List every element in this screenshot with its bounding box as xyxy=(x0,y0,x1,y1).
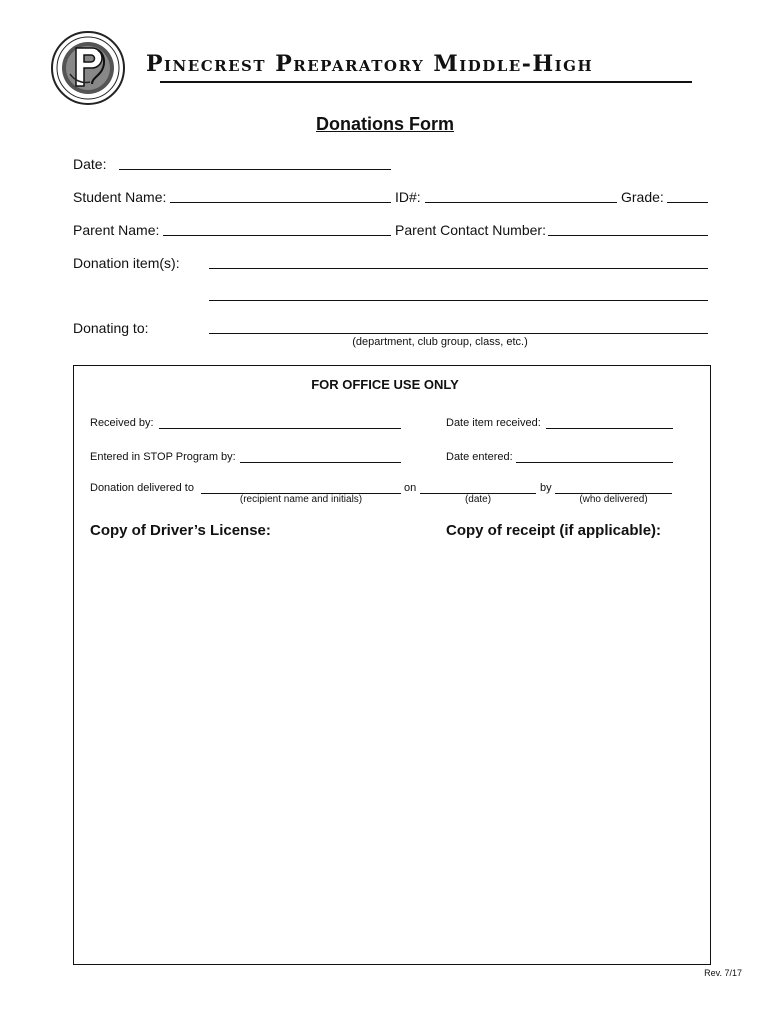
received-by-label: Received by: xyxy=(90,417,154,429)
revision-note: Rev. 7/17 xyxy=(704,968,742,978)
parent-contact-label: Parent Contact Number: xyxy=(395,222,546,238)
grade-label: Grade: xyxy=(621,189,664,205)
who-hint: (who delivered) xyxy=(579,494,648,505)
recipient-hint: (recipient name and initials) xyxy=(239,494,363,505)
office-use-title: FOR OFFICE USE ONLY xyxy=(311,377,459,392)
donation-items-label: Donation item(s): xyxy=(73,255,180,271)
parent-name-label: Parent Name: xyxy=(73,222,160,238)
date-label: Date: xyxy=(73,156,107,172)
received-by-field[interactable] xyxy=(159,428,401,429)
date-entered-label: Date entered: xyxy=(446,451,513,463)
stop-entered-field[interactable] xyxy=(240,462,401,463)
stop-entered-label: Entered in STOP Program by: xyxy=(90,451,236,463)
parent-contact-field[interactable] xyxy=(548,235,708,236)
grade-field[interactable] xyxy=(667,202,708,203)
delivered-to-label: Donation delivered to xyxy=(90,482,194,494)
date-field[interactable] xyxy=(119,169,391,170)
donation-items-field-2[interactable] xyxy=(209,300,708,301)
by-label: by xyxy=(540,482,552,494)
donating-to-field[interactable] xyxy=(209,333,708,334)
header-rule xyxy=(160,81,692,83)
on-label: on xyxy=(404,482,417,494)
donating-to-hint: (department, club group, class, etc.) xyxy=(352,336,528,348)
donation-items-field-1[interactable] xyxy=(209,268,708,269)
date-received-label: Date item received: xyxy=(446,417,541,429)
student-name-label: Student Name: xyxy=(73,189,167,205)
student-name-field[interactable] xyxy=(170,202,391,203)
date-hint: (date) xyxy=(464,494,492,505)
parent-name-field[interactable] xyxy=(163,235,391,236)
drivers-license-label: Copy of Driver’s License: xyxy=(90,522,271,539)
donating-to-label: Donating to: xyxy=(73,320,149,336)
id-label: ID#: xyxy=(395,189,421,205)
form-title: Donations Form xyxy=(316,114,454,134)
id-field[interactable] xyxy=(425,202,617,203)
school-name: Pinecrest Preparatory Middle-High xyxy=(146,51,594,77)
date-entered-field[interactable] xyxy=(516,462,673,463)
date-received-field[interactable] xyxy=(546,428,673,429)
school-seal-logo xyxy=(50,30,126,106)
receipt-label: Copy of receipt (if applicable): xyxy=(446,522,662,539)
